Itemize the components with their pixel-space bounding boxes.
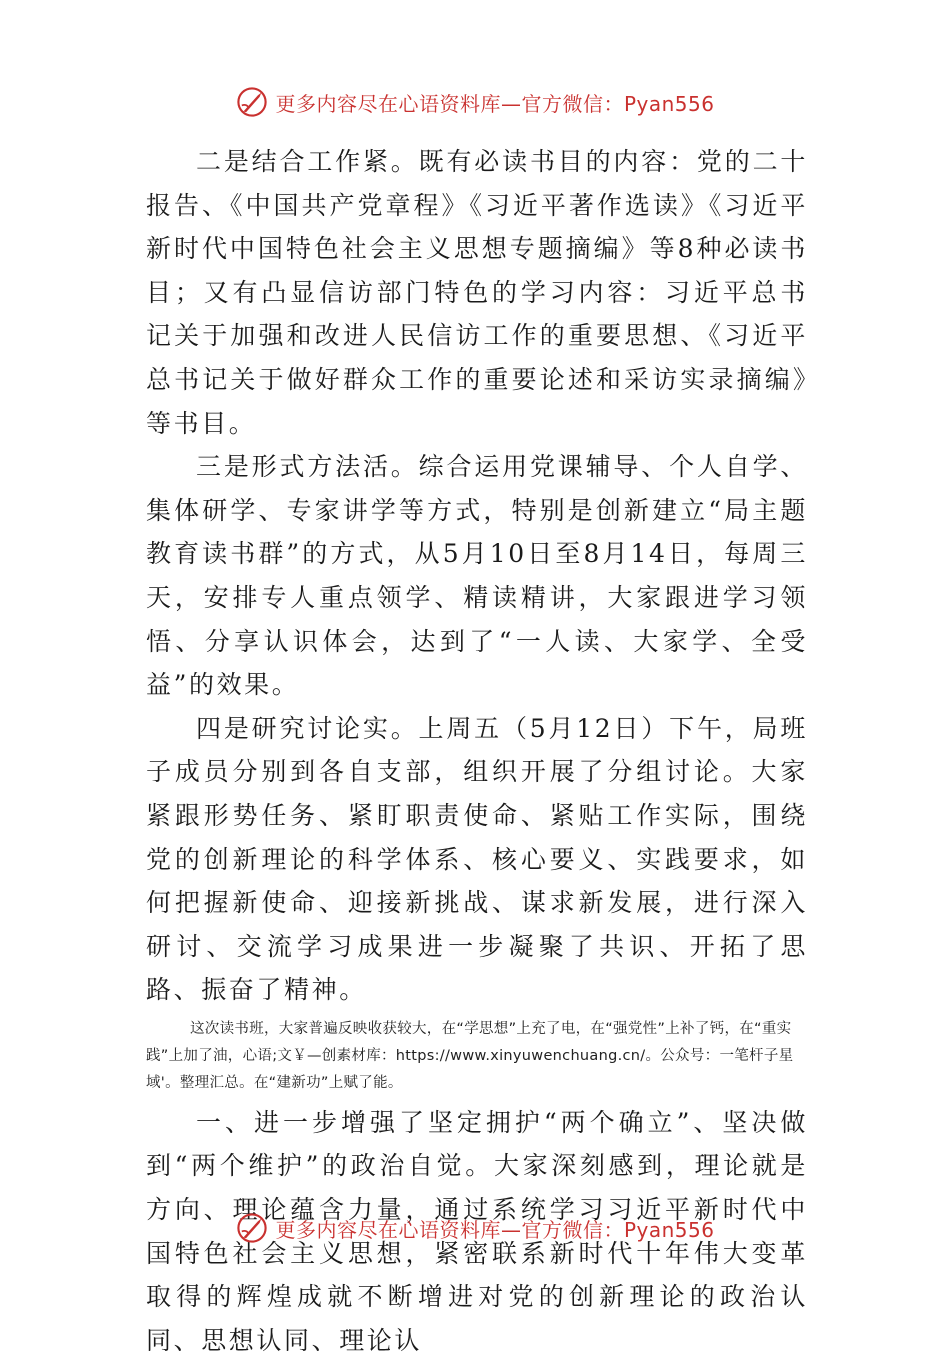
paragraph-research-discussion: 四是研究讨论实。上周五（5月12日）下午，局班子成员分别到各自支部，组织开展了分组讨论。大家紧跟形势任务、紧盯职责使命、紧贴工作实际，围绕党的创新理论的科学体系、核心要义、实践要求，如何把握新使命、迎接新挑战、谋求新发展，进行深入研讨、交流学习成果进一步凝聚了共识、开拓了思路、振奋了精神。 [146, 713, 808, 1005]
pen-nib-logo-icon [235, 1211, 269, 1245]
header-watermark-text: 更多内容尽在心语资料库—官方微信：Pyan556 [275, 91, 715, 116]
footer-watermark-text: 更多内容尽在心语资料库—官方微信：Pyan556 [275, 1217, 715, 1242]
inserted-note: 这次读书班，大家普遍反映收获较大，在“学思想”上充了电，在“强党性”上补了钙，在“重实践”上加了油，心语;文￥—创素材库：https://www.xinyuwenchuang.cn/。公众号：一笔杆子星域'。整理汇总。在“建新功”上赋了能。 [146, 1020, 794, 1091]
paragraph-form-method: 三是形式方法活。综合运用党课辅导、个人自学、集体研学、专家讲学等方式，特别是创新建立“局主题教育读书群”的方式，从5月10日至8月14日，每周三天，安排专人重点领学、精读精讲，大家跟进学习领悟、分享认识体会，达到了“一人读、大家学、全受益”的效果。 [146, 452, 808, 700]
paragraph-combine-work: 二是结合工作紧。既有必读书目的内容：党的二十报告、《中国共产党章程》《习近平著作选读》《习近平新时代中国特色社会主义思想专题摘编》等8种必读书目；又有凸显信访部门特色的学习内容：习近平总书记关于加强和改进人民信访工作的重要思想、《习近平总书记关于做好群众工作的重要论述和采访实录摘编》等书目。 [146, 147, 808, 438]
header-watermark [0, 82, 950, 122]
footer-watermark [0, 1208, 950, 1248]
document-body [146, 140, 808, 1362]
paragraph-political-awareness: 一、进一步增强了坚定拥护“两个确立”、坚决做到“两个维护”的政治自觉。大家深刻感到，理论就是方向、理论蕴含力量，通过系统学习习近平新时代中国特色社会主义思想，紧密联系新时代十年伟大变革取得的辉煌成就不断增进对党的创新理论的政治认同、思想认同、理论认 [146, 1107, 808, 1355]
pen-nib-logo-icon [235, 85, 269, 119]
